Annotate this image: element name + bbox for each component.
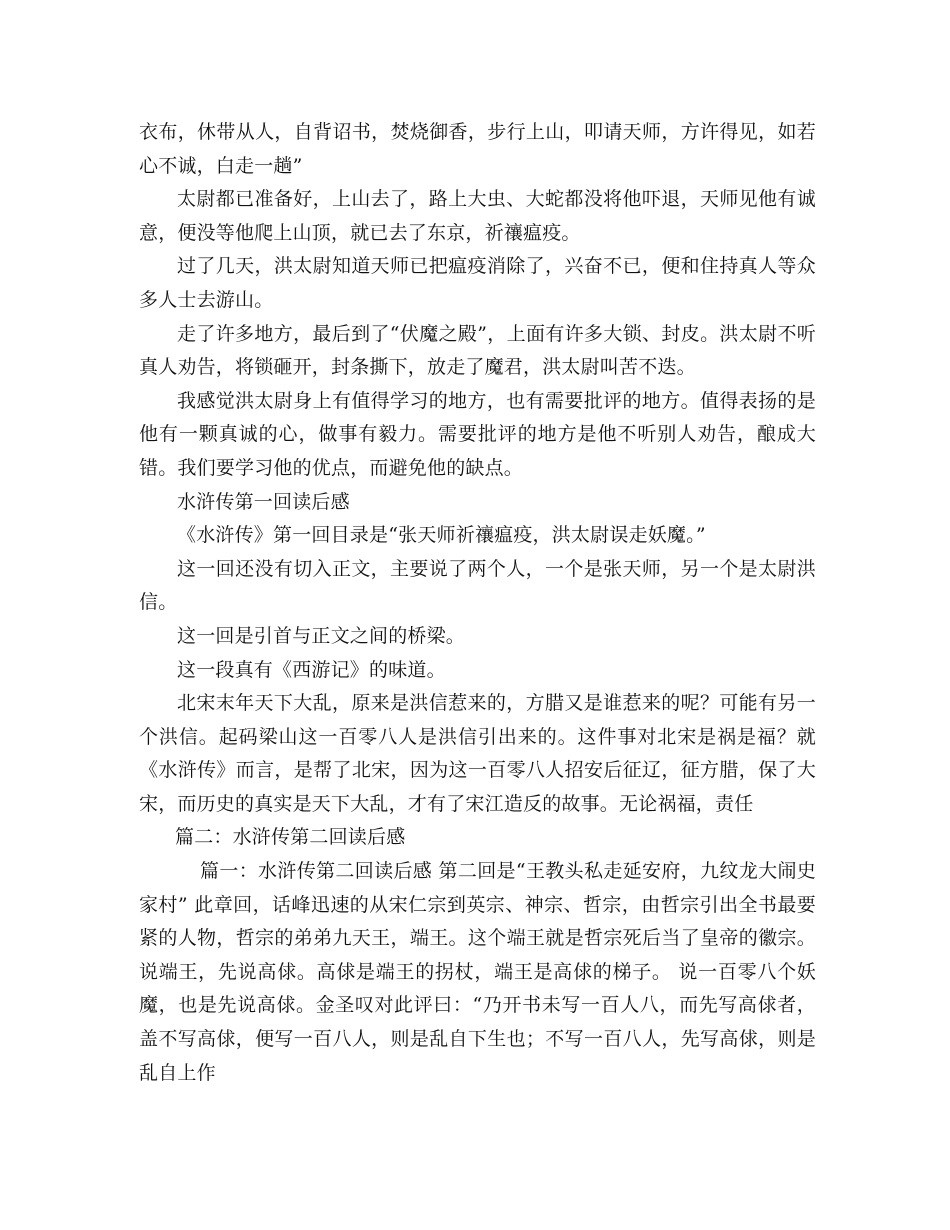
paragraph-bridge: 这一回是引首与正文之间的桥梁。: [177, 624, 466, 647]
paragraph-taiwei-prepares: 太尉都已准备好，上山去了，路上大虫、大蛇都没将他吓退，天师见他有诚意，便没等他爬上山顶，就已去了东京，祈禳瘟疫。: [139, 188, 816, 244]
paragraph-chapter-two: 篇一：水浒传第二回读后感 第二回是“王教头私走延安府，九纹龙大闹史家村” 此章回，话峰迅速的从宋仁宗到英宗、神宗、哲宗，由哲宗引出全书最要紧的人物，哲宗的弟弟九天王，端王。这个端王就是哲宗死后当了皇帝的徽宗。说端王，先说高俅。高俅是端王的拐杖，端王是高俅的梯子。 说一百零八个妖魔，也是先说高俅。金圣叹对此评曰：“乃开书未写一百人八，而先写高俅者，盖不写高俅，便写一百八人，则是乱自下生也；不写一百八人，先写高俅，则是乱自上作: [139, 860, 816, 1084]
paragraph-northern-song: 北宋末年天下大乱，原来是洪信惹来的，方腊又是谁惹来的呢？可能有另一个洪信。起码梁山这一百零八人是洪信引出来的。这件事对北宋是祸是福？就《水浒传》而言，是帮了北宋，因为这一百零八人招安后征辽，征方腊，保了大宋，而历史的真实是天下大乱，才有了宋江造反的故事。无论祸福，责任: [139, 692, 816, 815]
paragraph-reflection: 我感觉洪太尉身上有值得学习的地方，也有需要批评的地方。值得表扬的是他有一颗真诚的心，做事有毅力。需要批评的地方是他不听别人劝告，酿成大错。我们要学习他的优点，而避免他的缺点。: [139, 389, 816, 479]
section-title-chapter-one: 水浒传第一回读后感: [177, 490, 350, 513]
paragraph-continuation: 衣布，休带从人，自背诏书，焚烧御香，步行上山，叩请天师，方许得见，如若心不诚，白走一趟”: [139, 121, 816, 177]
section-title-part-two: 篇二：水浒传第二回读后感: [175, 826, 406, 849]
paragraph-chapter-one-catalog: 《水浒传》第一回目录是“张天师祈禳瘟疫，洪太尉误走妖魔。”: [177, 524, 706, 547]
paragraph-journey-west: 这一段真有《西游记》的味道。: [177, 658, 446, 681]
paragraph-fumo-hall: 走了许多地方，最后到了“伏魔之殿”，上面有许多大锁、封皮。洪太尉不听真人劝告，将锁砸开，封条撕下，放走了魔君，洪太尉叫苦不迭。: [139, 322, 816, 379]
paragraph-two-people: 这一回还没有切入正文，主要说了两个人，一个是张天师，另一个是太尉洪信。: [139, 557, 816, 614]
paragraph-few-days-later: 过了几天，洪太尉知道天师已把瘟疫消除了，兴奋不已，便和住持真人等众多人士去游山。: [139, 255, 816, 311]
